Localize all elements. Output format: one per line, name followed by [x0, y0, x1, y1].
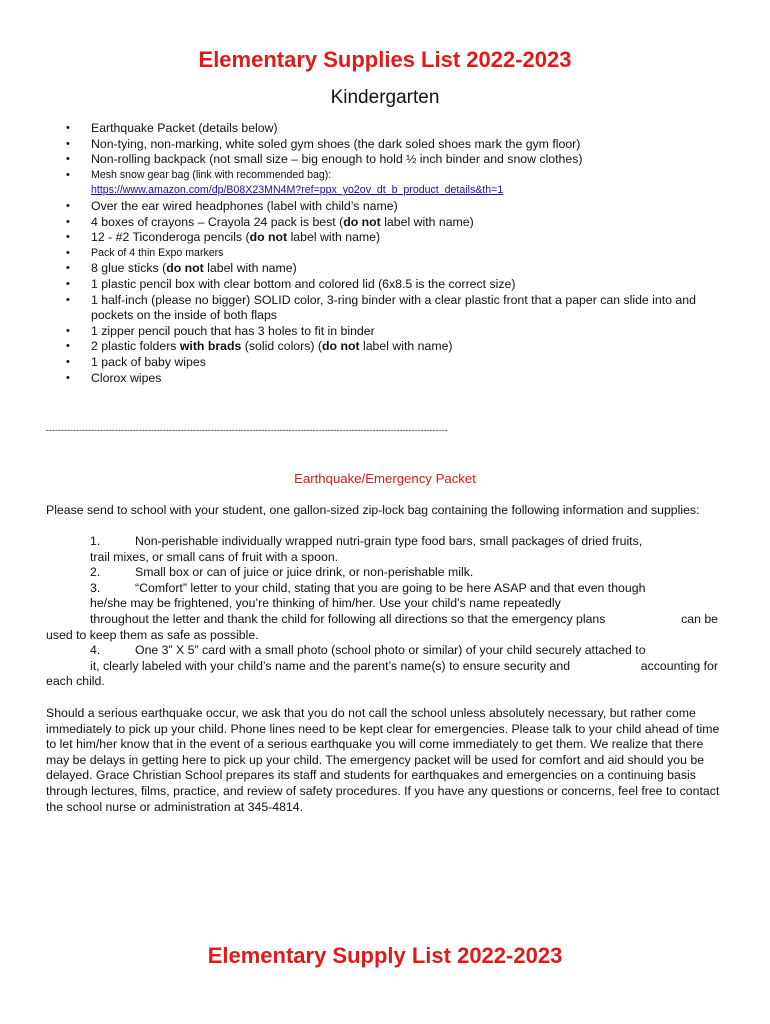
supply-item [66, 246, 726, 262]
grade-subtitle: Kindergarten [330, 87, 440, 108]
step-text: it, clearly labeled with your child’s name and the parent’s name(s) to ensure security and [90, 658, 571, 673]
step-text: each child. [46, 674, 105, 689]
supply-item [66, 261, 726, 277]
supply-item-text: Non-rolling backpack (not small size – big enough to hold ½ inch binder and snow clothes) [91, 152, 583, 167]
supply-item-text: 1 plastic pencil box with clear bottom and colored lid (6x8.5 is the correct size) [91, 276, 516, 291]
supply-item-text: Clorox wipes [91, 370, 162, 385]
step-text: One 3” X 5” card with a small photo (school photo or similar) of your child securely attached to [135, 643, 646, 658]
supply-item-emphasis: do not [249, 230, 288, 245]
supply-item-emphasis: do not [166, 261, 204, 276]
supply-item [66, 293, 726, 324]
product-link[interactable]: https://www.amazon.com/dp/B08X23MN4M?ref=ppx_yo2ov_dt_b_product_details&th=1 [91, 184, 504, 197]
packet-step [46, 534, 736, 565]
supply-item-text: Mesh snow gear bag (link with recommended bag): [91, 168, 332, 181]
supply-item-text: label with name) [203, 261, 297, 276]
supply-item-text: Over the ear wired headphones (label with child’s name) [91, 198, 398, 213]
supply-item [66, 230, 726, 246]
step-number: 3. [90, 580, 101, 595]
section-divider: -------------------------------------------------------------------------------------------------------------------------------------- [46, 425, 448, 435]
supply-item-text: 1 pack of baby wipes [91, 354, 206, 369]
supply-item-text: 1 half-inch (please no bigger) SOLID color, 3-ring binder with a clear plastic front that a paper can slide into and pockets on the inside of both flaps [91, 292, 696, 323]
packet-intro: Please send to school with your student, one gallon-sized zip-lock bag containing the following information and supplies: [46, 503, 700, 517]
supply-item-text: (solid colors) ( [241, 339, 322, 354]
step-number: 2. [90, 565, 101, 580]
packet-step [46, 643, 736, 690]
step-text: he/she may be frightened, you’re thinking of him/her. Use your child’s name repeatedly [90, 596, 561, 611]
step-text: throughout the letter and thank the child for following all directions so that the emergency plans [90, 611, 606, 626]
step-number: 4. [90, 643, 101, 658]
supply-item [66, 371, 726, 387]
footer-title: Elementary Supply List 2022-2023 [207, 943, 563, 968]
supply-item-text: 8 glue sticks ( [91, 261, 167, 276]
supply-item-text: label with name) [359, 339, 453, 354]
supplies-list [66, 121, 726, 386]
supply-item [66, 199, 726, 215]
supply-item [66, 324, 726, 340]
supply-item-text: 4 boxes of crayons – Crayola 24 pack is best ( [91, 214, 344, 229]
step-number: 1. [90, 534, 101, 548]
earthquake-paragraph: Should a serious earthquake occur, we ask that you do not call the school unless absolutely necessary, but rather come immediately to pick up your child. Phone lines need to be kept clear for emergencies. Please talk to your child ahead of time to let him/her know that in the event of a serious earthquake you will come immediately to get them. We realize that there may be delays in getting here to pick up your child. The emergency packet will be used for comfort and aid should you be delayed. Grace Christian School prepares its staff and students for earthquakes and emergencies on a continuing basis through lectures, films, practice, and review of safety procedures. If you have any questions or concerns, feel free to contact the school nurse or administration at 345-4814. [46, 706, 720, 814]
supply-item-text: 12 - #2 Ticonderoga pencils ( [91, 230, 250, 245]
supply-item [66, 152, 726, 168]
step-text: used to keep them as safe as possible. [46, 627, 259, 642]
supply-item-text: 1 zipper pencil pouch that has 3 holes to fit in binder [91, 323, 375, 338]
supply-item-text: label with name) [287, 230, 381, 245]
supply-item-text: Non-tying, non-marking, white soled gym shoes (the dark soled shoes mark the gym floor) [91, 136, 581, 151]
supply-item [66, 215, 726, 231]
step-text: “Comfort” letter to your child, stating that you are going to be here ASAP and that even though [135, 580, 646, 595]
step-text: trail mixes, or small cans of fruit with a spoon. [90, 549, 339, 564]
supply-item-text: Earthquake Packet (details below) [91, 121, 278, 135]
step-text: can be [681, 611, 718, 626]
supply-item [66, 339, 726, 355]
supply-item-text: 2 plastic folders [91, 339, 180, 354]
packet-step [46, 581, 736, 643]
supply-item [66, 121, 726, 137]
packet-steps [46, 534, 736, 690]
supply-item-emphasis: do not [343, 214, 381, 229]
supply-item-text: label with name) [380, 214, 474, 229]
packet-section-title: Earthquake/Emergency Packet [294, 471, 476, 486]
supply-item [66, 137, 726, 153]
supply-item-emphasis: with brads [179, 339, 242, 354]
supply-item-emphasis: do not [322, 339, 360, 354]
supply-item-text: Pack of 4 thin Expo markers [91, 246, 224, 259]
step-text: accounting for [640, 658, 718, 673]
supply-item [66, 277, 726, 293]
step-text: Small box or can of juice or juice drink, or non-perishable milk. [135, 565, 474, 580]
packet-step [46, 565, 736, 581]
supply-item [66, 355, 726, 371]
supply-item [66, 168, 726, 199]
step-text: Non-perishable individually wrapped nutri-grain type food bars, small packages of dried fruits, [135, 534, 643, 548]
page-title: Elementary Supplies List 2022-2023 [198, 47, 572, 72]
